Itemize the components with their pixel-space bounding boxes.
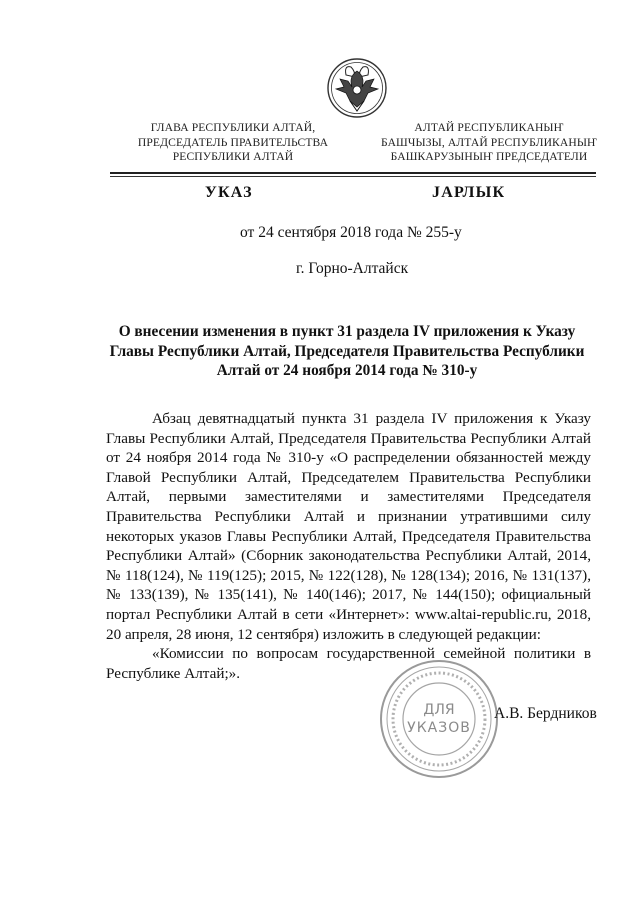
stamp-text-line2: УКАЗОВ [407,720,471,736]
official-stamp [378,658,500,780]
signatory-name: А.В. Бердников [494,705,597,722]
decree-body [106,409,591,683]
issuer-line: РЕСПУБЛИКИ АЛТАЙ [172,150,294,163]
issuer-line: ГЛАВА РЕСПУБЛИКИ АЛТАЙ, [150,121,316,134]
issuer-header-altai [362,121,616,165]
header-divider-thin [110,176,596,177]
issuer-line: БАШЧЫЗЫ, АЛТАЙ РЕСПУБЛИКАНЫҤ [380,135,597,149]
issuer-line: ПРЕДСЕДАТЕЛЬ ПРАВИТЕЛЬСТВА [137,135,329,149]
stamp-text-line1: ДЛЯ [423,702,455,718]
issuer-line: БАШКАРУЗЫНЫҤ ПРЕДСЕДАТЕЛИ [390,150,588,163]
body-paragraph: «Комиссии по вопросам государственной семейной политики в Республике Алтай;». [106,645,591,682]
issuer-header-russian [118,121,348,165]
document-type-russian: УКАЗ [205,184,253,201]
header-divider-thick [110,172,596,174]
decree-subject: О внесении изменения в пункт 31 раздела IV приложения к Указу Главы Республики Алтай, Председателя Правительства Республики Алтай от 24 ноября 2014 года № 310-у [109,323,585,379]
body-paragraph: Абзац девятнадцатый пункта 31 раздела IV приложения к Указу Главы Республики Алтай, Председателя Правительства Республики Алтай от 24 ноября 2014 года № 310-у «О распределении обязанностей между Главой Республики Алтай, Председателем Правительства Республики Алтай, первыми заместителями и заместителями Председателя Правительства Республики Алтай и признании утратившими силу некоторых указов Главы Республики Алтай, Председателя Правительства Республики Алтай» (Сборник законодательства Республики Алтай, 2014, № 118(124), № 119(125); 2015, № 122(128), № 128(134); 2016, № 131(137), № 133(139), № 135(141), № 140(146); 2017, № 144(150); официальный портал Республики Алтай в сети «Интернет»: www.altai-republic.ru, 2018, 20 апреля, 28 июня, 12 сентября) изложить в следующей редакции: [106,410,591,643]
issuer-line: АЛТАЙ РЕСПУБЛИКАНЫҤ [414,121,564,134]
altai-republic-emblem-icon [326,57,388,119]
decree-date-number: от 24 сентября 2018 года № 255-у [240,224,462,241]
document-type-altai: JАРЛЫК [432,184,506,201]
decree-city: г. Горно-Алтайск [296,260,409,277]
